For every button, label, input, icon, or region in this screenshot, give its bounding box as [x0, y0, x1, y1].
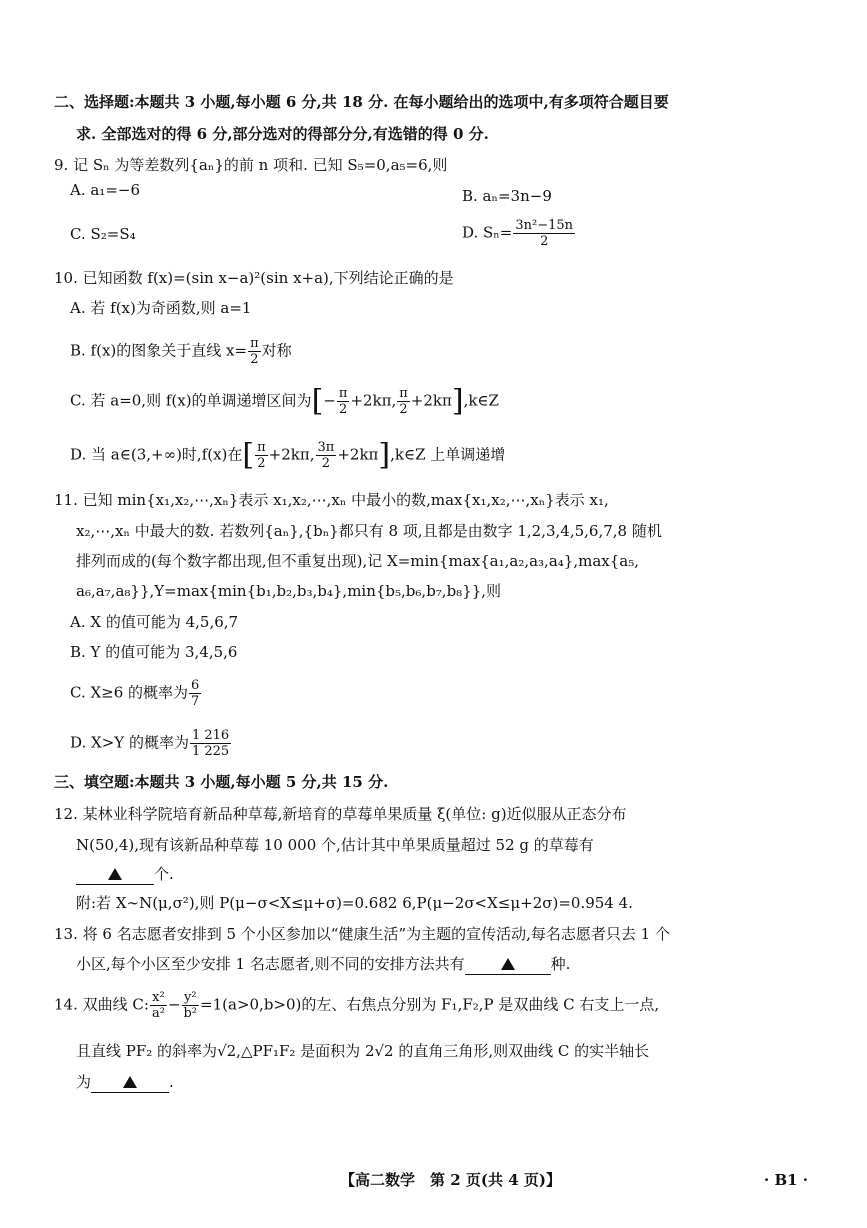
q9-d-fraction: $\frac{\text{3n²−15n}}{2}$ — [515, 218, 574, 249]
q12-note: 附:若 X∼N(μ,σ²),则 P(μ−σ<X≤μ+σ)=0.682 6,P(μ−2σ<X≤μ+2σ)=0.954 4. — [76, 894, 633, 912]
q10-stem: 10. 已知函数 f(x)=(sin x−a)²(sin x+a),下列结论正确的是 — [54, 269, 454, 287]
q13-line2: 小区,每个小区至少安排 1 名志愿者,则不同的安排方法共有 种. — [76, 955, 571, 973]
q14-answer-blank[interactable] — [91, 1072, 169, 1093]
q12-line1: 12. 某林业科学院培育新品种草莓,新培育的草莓单果质量 ξ(单位: g)近似服从正态分布 — [54, 805, 627, 823]
q9-option-c: C. S₂=S₄ — [70, 225, 136, 243]
triangle-icon — [123, 1076, 137, 1088]
q12-line2: N(50,4),现有该新品种草莓 10 000 个,估计其中单果质量超过 52 g 的草莓有 — [76, 836, 594, 854]
section2-header-line1: 二、选择题:本题共 3 小题,每小题 6 分,共 18 分. 在每小题给出的选项中,有多项符合题目要 — [54, 93, 669, 111]
q11-line4: a₆,a₇,a₈}},Y=max{min{b₁,b₂,b₃,b₄},min{b₅,b₆,b₇,b₈}},则 — [76, 582, 502, 600]
q12-line3: 个. — [76, 864, 174, 885]
triangle-icon — [108, 868, 122, 880]
q11-option-b: B. Y 的值可能为 3,4,5,6 — [70, 643, 238, 661]
q9-option-d: D. Sₙ= $\frac{\text{3n²−15n}}{2}$ — [462, 218, 574, 249]
q14-line1: 14. 双曲线 C: $\frac{\text{x²}}{\text{a²}}$ − $\frac{\text{y²}}{\text{b²}}$ =1(a>0,b>0)的左、右焦点分别为 F₁,F₂,P 是双曲线 C 右支上一点, — [54, 990, 660, 1021]
q10-option-d: D. 当 a∈(3,+∞)时,f(x)在[ $\frac{\pi}{2}$ +2kπ, $\frac{3\pi}{2}$ +2kπ],k∈Z 上单调递增 — [70, 437, 506, 473]
q9-stem: 9. 记 Sₙ 为等差数列{aₙ}的前 n 项和. 已知 S₅=0,a₅=6,则 — [54, 156, 448, 174]
q10-option-b: B. f(x)的图象关于直线 x= $\frac{\pi}{2}$ 对称 — [70, 336, 292, 367]
q14-line3: 为 . — [76, 1073, 174, 1091]
q9-option-a: A. a₁=−6 — [70, 181, 141, 199]
q13-answer-blank[interactable] — [465, 954, 551, 975]
q11-option-a: A. X 的值可能为 4,5,6,7 — [70, 613, 239, 631]
q12-answer-blank[interactable] — [76, 864, 154, 885]
q11-line2: x₂,⋯,xₙ 中最大的数. 若数列{aₙ},{bₙ}都只有 8 项,且都是由数字 1,2,3,4,5,6,7,8 随机 — [76, 522, 662, 540]
footer-page-label: 【高二数学 第 2 页(共 4 页)】 — [340, 1171, 561, 1189]
q11-option-d: D. X>Y 的概率为 $\frac{1 216}{1 225}$ — [70, 728, 230, 759]
q9-option-b: B. aₙ=3n−9 — [462, 187, 552, 205]
q11-option-c: C. X≥6 的概率为 $\frac{6}{7}$ — [70, 678, 200, 709]
section3-header: 三、填空题:本题共 3 小题,每小题 5 分,共 15 分. — [54, 773, 389, 791]
q13-line1: 13. 将 6 名志愿者安排到 5 个小区参加以“健康生活”为主题的宣传活动,每名志愿者只去 1 个 — [54, 925, 670, 943]
footer-code: · B1 · — [764, 1171, 809, 1189]
q10-option-c: C. 若 a=0,则 f(x)的单调递增区间为[− $\frac{\pi}{2}$ +2kπ, $\frac{\pi}{2}$ +2kπ],k∈Z — [70, 383, 499, 419]
q11-line3: 排列而成的(每个数字都出现,但不重复出现),记 X=min{max{a₁,a₂,a₃,a₄},max{a₅, — [76, 552, 639, 570]
section2-header-line2: 求. 全部选对的得 6 分,部分选对的得部分分,有选错的得 0 分. — [76, 125, 489, 143]
q10-option-a: A. 若 f(x)为奇函数,则 a=1 — [70, 299, 252, 317]
triangle-icon — [501, 958, 515, 970]
q11-line1: 11. 已知 min{x₁,x₂,⋯,xₙ}表示 x₁,x₂,⋯,xₙ 中最小的数,max{x₁,x₂,⋯,xₙ}表示 x₁, — [54, 491, 609, 509]
q14-line2: 且直线 PF₂ 的斜率为√2,△PF₁F₂ 是面积为 2√2 的直角三角形,则双曲线 C 的实半轴长 — [76, 1042, 650, 1060]
